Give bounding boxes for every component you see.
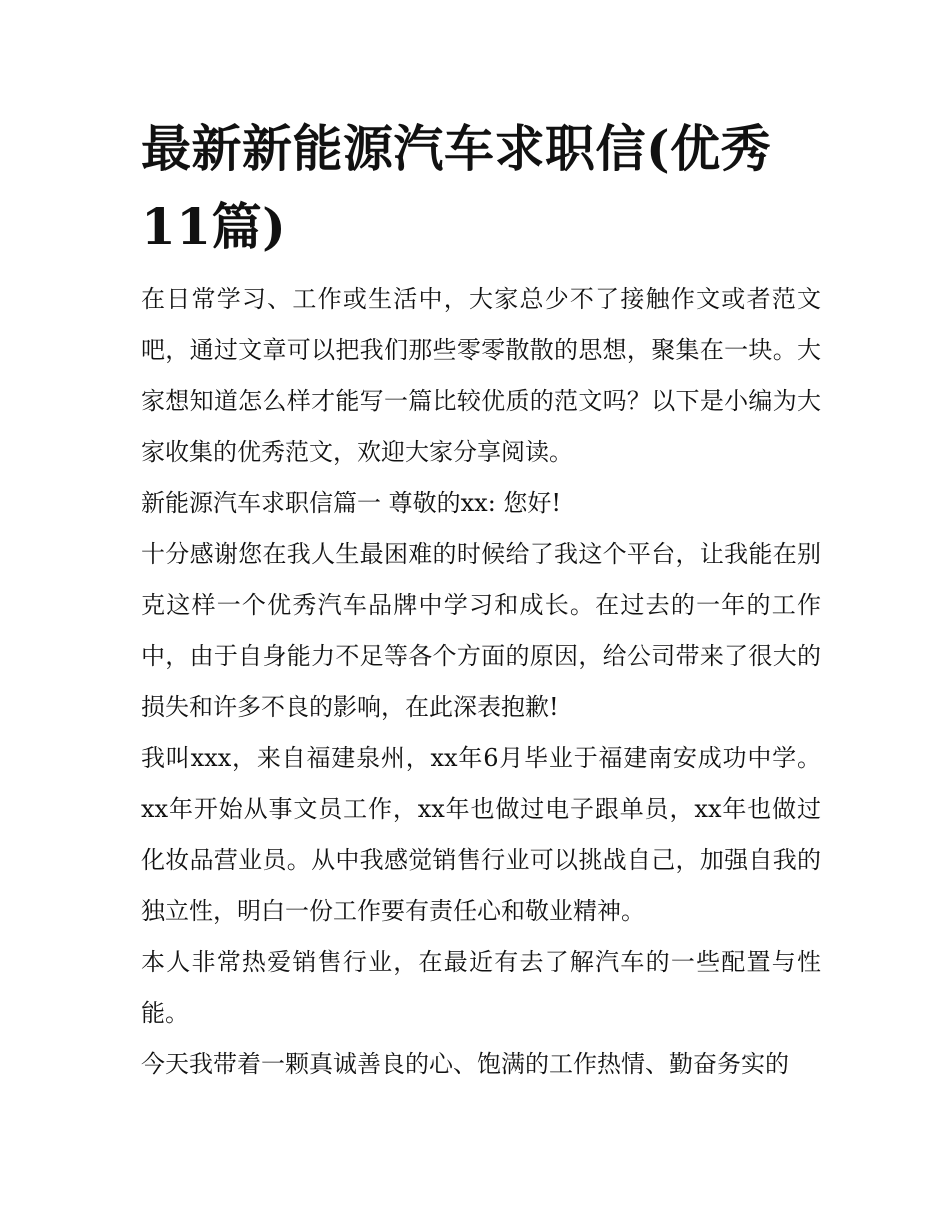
body-paragraph-closing: 今天我带着一颗真诚善良的心、饱满的工作热情、勤奋务实的 (141, 1050, 789, 1078)
document-page (141, 110, 821, 1090)
body-paragraph-background: 我叫xxx，来自福建泉州，xx年6月毕业于福建南安成功中学。xx年开始从事文员工作，xx年也做过电子跟单员，xx年也做过化妆品营业员。从中我感觉销售行业可以挑战自己，加强自我的独立性，明白一份工作要有责任心和敬业精神。 (141, 744, 821, 925)
document-title: 最新新能源汽车求职信(优秀11篇) (141, 119, 772, 256)
letter-heading: 新能源汽车求职信篇一 尊敬的xx: 您好! (141, 489, 562, 517)
body-paragraph-interest: 本人非常热爱销售行业，在最近有去了解汽车的一些配置与性能。 (141, 948, 821, 1027)
body-paragraph-thanks: 十分感谢您在我人生最困难的时候给了我这个平台，让我能在别克这样一个优秀汽车品牌中学习和成长。在过去的一年的工作中，由于自身能力不足等各个方面的原因，给公司带来了很大的损失和许多不良的影响，在此深表抱歉! (141, 540, 821, 721)
intro-paragraph: 在日常学习、工作或生活中，大家总少不了接触作文或者范文吧，通过文章可以把我们那些零零散散的思想，聚集在一块。大家想知道怎么样才能写一篇比较优质的范文吗？以下是小编为大家收集的优秀范文，欢迎大家分享阅读。 (141, 285, 821, 466)
